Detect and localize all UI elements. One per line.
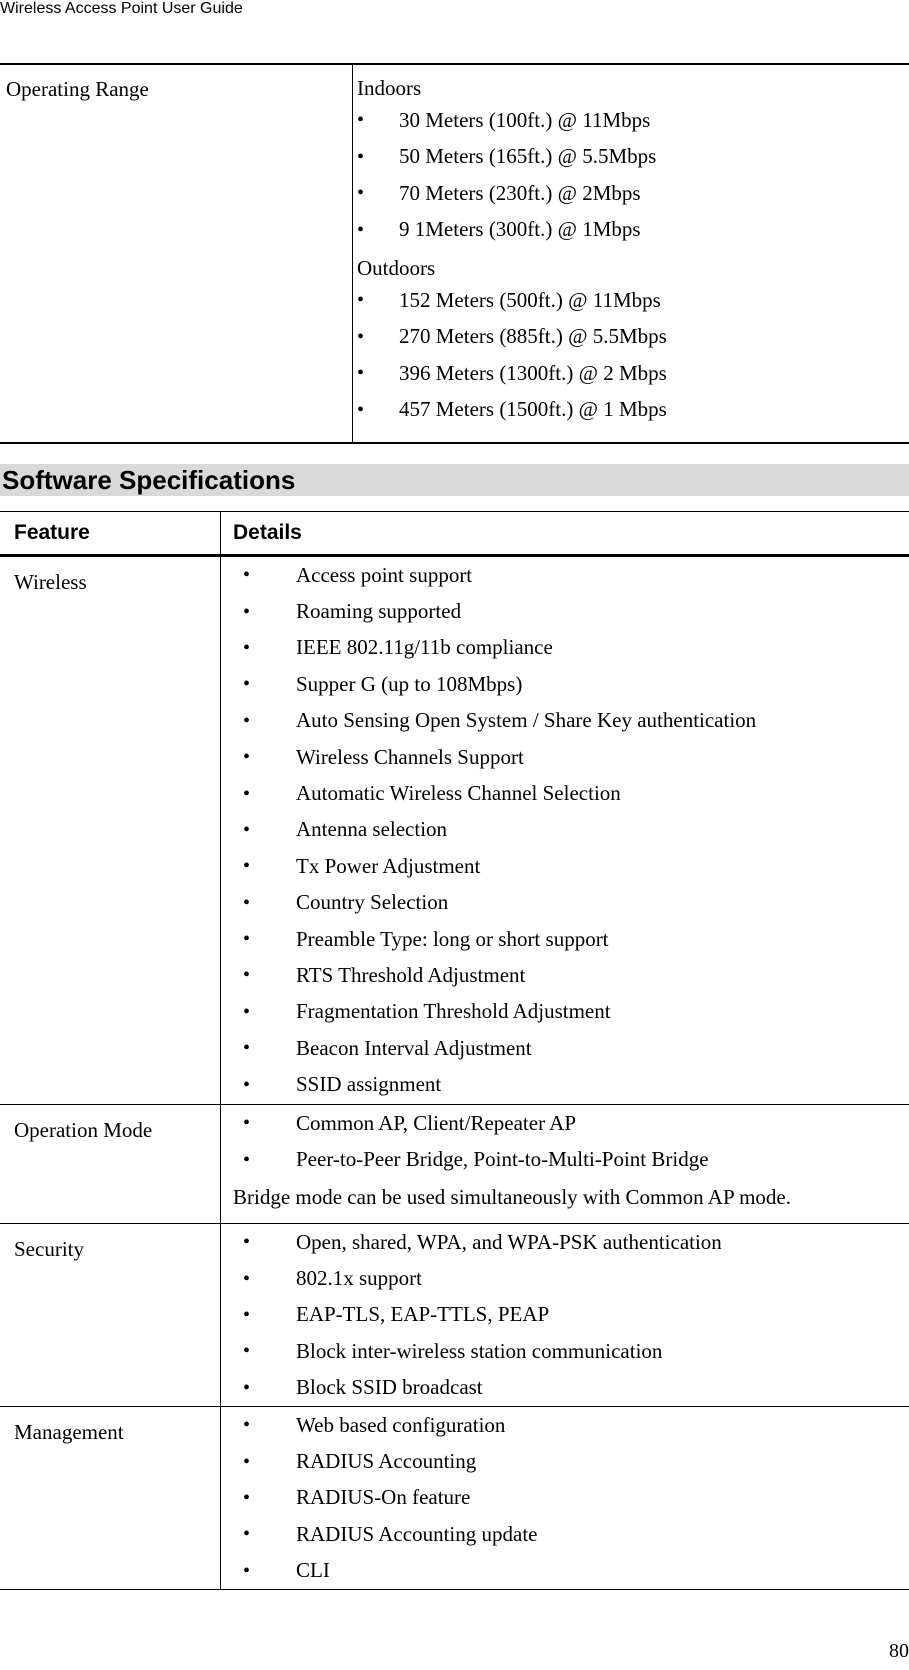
bullet-icon: • bbox=[243, 1000, 251, 1023]
bullet-icon: • bbox=[243, 746, 251, 769]
bullet-icon: • bbox=[357, 289, 365, 312]
page-number: 80 bbox=[889, 1640, 909, 1662]
list-item: • Peer-to-Peer Bridge, Point-to-Multi-Point Bridge bbox=[243, 1147, 709, 1172]
list-item: • RADIUS Accounting bbox=[243, 1449, 477, 1474]
bullet-icon: • bbox=[357, 109, 365, 132]
list-item: • Supper G (up to 108Mbps) bbox=[243, 671, 523, 696]
feature-cell: Operation Mode bbox=[0, 1105, 221, 1223]
bullet-icon: • bbox=[243, 1303, 251, 1326]
list-item: • RADIUS Accounting update bbox=[243, 1521, 538, 1546]
bullet-icon: • bbox=[243, 928, 251, 951]
bullet-icon: • bbox=[357, 218, 365, 241]
table-row-wireless bbox=[0, 557, 909, 1105]
feature-cell: Wireless bbox=[0, 557, 221, 1104]
list-item: • Wireless Channels Support bbox=[243, 744, 524, 769]
list-item: • Country Selection bbox=[243, 890, 449, 915]
list-item: • Preamble Type: long or short support bbox=[243, 926, 609, 951]
operating-range-feature: Operating Range bbox=[0, 65, 353, 442]
list-item: • 152 Meters (500ft.) @ 11Mbps bbox=[357, 287, 661, 312]
list-item: • Tx Power Adjustment bbox=[243, 853, 481, 878]
list-item: • IEEE 802.11g/11b compliance bbox=[243, 635, 553, 660]
details-cell bbox=[221, 1407, 909, 1589]
list-item: • Roaming supported bbox=[243, 599, 462, 624]
list-item: • Auto Sensing Open System / Share Key authentication bbox=[243, 708, 757, 733]
table-header bbox=[0, 512, 909, 557]
bullet-icon: • bbox=[243, 1559, 251, 1582]
bullet-icon: • bbox=[243, 1267, 251, 1290]
list-item: • 9 1Meters (300ft.) @ 1Mbps bbox=[357, 217, 641, 242]
list-item: • Block inter-wireless station communication bbox=[243, 1338, 663, 1363]
list-item: • Block SSID broadcast bbox=[243, 1375, 483, 1400]
bullet-icon: • bbox=[357, 325, 365, 348]
list-item: • 270 Meters (885ft.) @ 5.5Mbps bbox=[357, 324, 667, 349]
list-item: • Open, shared, WPA, and WPA-PSK authentication bbox=[243, 1229, 722, 1254]
bullet-icon: • bbox=[243, 1450, 251, 1473]
bullet-icon: • bbox=[243, 1073, 251, 1096]
bullet-icon: • bbox=[243, 1486, 251, 1509]
feature-cell: Management bbox=[0, 1407, 221, 1589]
details-cell bbox=[221, 1224, 909, 1406]
list-item: • 396 Meters (1300ft.) @ 2 Mbps bbox=[357, 360, 667, 385]
list-item: • RTS Threshold Adjustment bbox=[243, 962, 526, 987]
bullet-icon: • bbox=[243, 673, 251, 696]
feature-cell: Security bbox=[0, 1224, 221, 1406]
list-item: • Web based configuration bbox=[243, 1412, 506, 1437]
list-item: • 50 Meters (165ft.) @ 5.5Mbps bbox=[357, 144, 657, 169]
bullet-icon: • bbox=[243, 636, 251, 659]
column-header-feature: Feature bbox=[0, 512, 221, 554]
table-row-management bbox=[0, 1407, 909, 1590]
bullet-icon: • bbox=[243, 1340, 251, 1363]
bullet-icon: • bbox=[243, 891, 251, 914]
list-item: • Fragmentation Threshold Adjustment bbox=[243, 999, 611, 1024]
details-cell bbox=[221, 1105, 909, 1223]
bullet-icon: • bbox=[243, 1231, 251, 1254]
list-item: • RADIUS-On feature bbox=[243, 1485, 471, 1510]
bullet-icon: • bbox=[243, 1037, 251, 1060]
table-row-security bbox=[0, 1224, 909, 1407]
bullet-icon: • bbox=[243, 855, 251, 878]
details-cell bbox=[221, 557, 909, 1104]
software-spec-table bbox=[0, 511, 909, 1590]
bullet-icon: • bbox=[243, 709, 251, 732]
bullet-icon: • bbox=[243, 1148, 251, 1171]
bullet-icon: • bbox=[243, 1414, 251, 1437]
bullet-icon: • bbox=[243, 1523, 251, 1546]
bullet-icon: • bbox=[243, 964, 251, 987]
list-item: • EAP-TLS, EAP-TTLS, PEAP bbox=[243, 1302, 550, 1327]
bullet-icon: • bbox=[243, 1376, 251, 1399]
indoors-label: Indoors bbox=[357, 76, 422, 100]
bullet-icon: • bbox=[357, 145, 365, 168]
operating-range-details bbox=[353, 65, 909, 442]
list-item: • Beacon Interval Adjustment bbox=[243, 1035, 532, 1060]
bridge-mode-note: Bridge mode can be used simultaneously with Common AP mode. bbox=[233, 1184, 791, 1209]
list-item: • 70 Meters (230ft.) @ 2Mbps bbox=[357, 180, 641, 205]
running-header: Wireless Access Point User Guide bbox=[0, 0, 243, 17]
list-item: • Common AP, Client/Repeater AP bbox=[243, 1110, 577, 1135]
section-heading: Software Specifications bbox=[0, 464, 909, 496]
list-item: • 457 Meters (1500ft.) @ 1 Mbps bbox=[357, 397, 667, 422]
bullet-icon: • bbox=[357, 182, 365, 205]
outdoors-label: Outdoors bbox=[357, 256, 436, 280]
bullet-icon: • bbox=[243, 1112, 251, 1135]
list-item: • SSID assignment bbox=[243, 1072, 442, 1097]
list-item: • Antenna selection bbox=[243, 817, 448, 842]
operating-range-table bbox=[0, 63, 909, 444]
bullet-icon: • bbox=[357, 362, 365, 385]
list-item: • CLI bbox=[243, 1558, 330, 1583]
column-header-details: Details bbox=[233, 521, 302, 544]
bullet-icon: • bbox=[357, 398, 365, 421]
list-item: • 30 Meters (100ft.) @ 11Mbps bbox=[357, 107, 651, 132]
bullet-icon: • bbox=[243, 600, 251, 623]
bullet-icon: • bbox=[243, 782, 251, 805]
bullet-icon: • bbox=[243, 818, 251, 841]
list-item: • Automatic Wireless Channel Selection bbox=[243, 781, 621, 806]
list-item: • 802.1x support bbox=[243, 1266, 422, 1291]
list-item: • Access point support bbox=[243, 562, 473, 587]
table-row-operation-mode bbox=[0, 1105, 909, 1224]
bullet-icon: • bbox=[243, 564, 251, 587]
